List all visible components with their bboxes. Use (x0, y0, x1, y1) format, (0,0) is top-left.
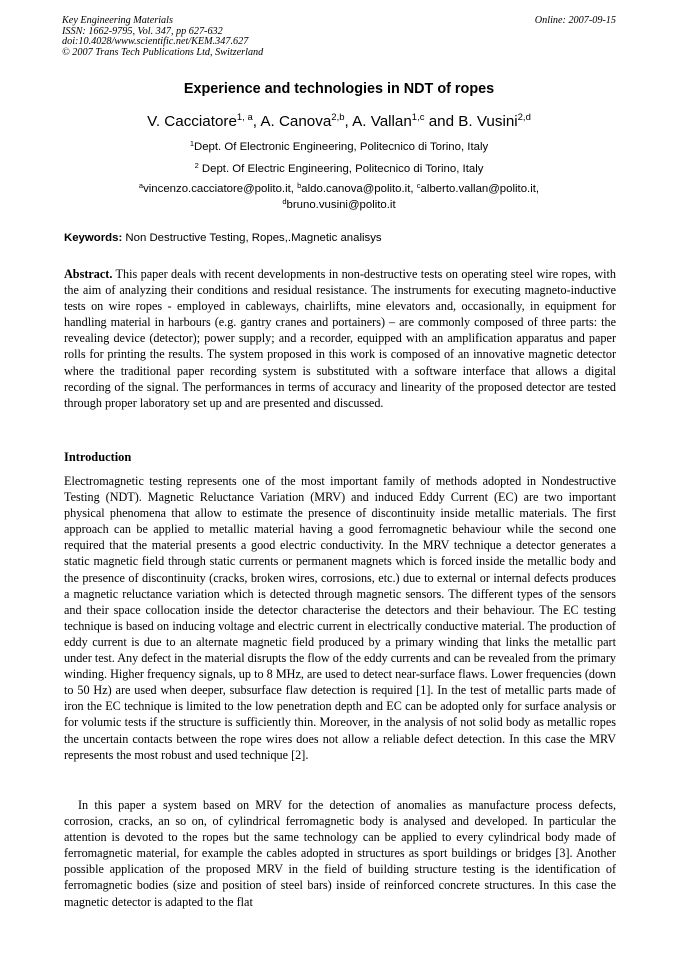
author-affiliation-mark: 2,d (517, 112, 531, 123)
author-separator: and (424, 113, 459, 130)
author-list (0, 112, 678, 130)
keywords-text: Non Destructive Testing, Ropes,.Magnetic analisys (122, 232, 382, 244)
journal-doi: doi:10.4028/www.scientific.net/KEM.347.627 (62, 36, 249, 48)
paper-title: Experience and technologies in NDT of ropes (183, 81, 495, 97)
journal-name: Key Engineering Materials (62, 15, 173, 26)
author-name: A. Canova (260, 113, 332, 130)
author-affiliation-mark: 1, a (236, 112, 253, 123)
affiliation-text: Dept. Of Electronic Engineering, Politecnico di Torino, Italy (193, 141, 489, 153)
introduction-paragraph-2: In this paper a system based on MRV for the detection of anomalies as manufacture process defects, corrosion, cracks, an so on, of cylindrical ferromagnetic body is analysed and developed. In particular the attention is devoted to the ropes but the same technology can be applied to every cylindrical body made of ferromagnetic material, for example the cables adopted in structures as sport buildings or bridges [3]. Another possible application of the proposed MRV in the field of building structure testing is the identification of ferromagnetic bodies (size and position of steel bars) inside of reinforced concrete structures. In this case the magnetic detector is adapted to the flat (64, 798, 616, 909)
journal-info (62, 16, 616, 58)
author-separator: , (252, 113, 261, 130)
affiliation-1 (0, 139, 678, 153)
abstract-text: This paper deals with recent developments in non-destructive tests on operating steel wire ropes, with the aim of analyzing their conditions and residual resistance. The instruments for executing magneto-inductive tests on wire ropes - employed in cableways, chairlifts, mine elevators and, occasionally, in equipment for handling material in harbours (e.g. gantry cranes and portainers) – are commonly composed of three parts: the revealing device (detector); power supply; and a recorder, equipped with an amplification apparatus and paper rolls for printing the results. The system proposed in this work is composed of an innovative magnetic detector where the traditional paper recording system is substituted with a software interface that allows a digital recording of the signal. The performances in terms of accuracy and linearity of the proposed detector are tested through proper laboratory set up and are presented and discussed. (64, 267, 616, 410)
author-name: B. Vusini (458, 113, 518, 130)
email-link[interactable]: vincenzo.cacciatore@polito.it (143, 183, 291, 195)
journal-header (62, 16, 616, 58)
author-separator: , (344, 113, 353, 130)
online-date: Online: 2007-09-15 (534, 15, 616, 26)
author-name: A. Vallan (352, 113, 412, 130)
affiliation-mark: 2 (194, 161, 199, 170)
email-line-2: $^d$bruno.vusini@polito.it (282, 197, 396, 211)
email-link[interactable]: alberto.vallan@polito.it (420, 183, 536, 195)
journal-issn: ISSN: 1662-9795, Vol. 347, pp 627-632 (62, 25, 223, 37)
email-link[interactable]: aldo.canova@polito.it (301, 183, 411, 195)
journal-copyright: © 2007 Trans Tech Publications Ltd, Switzerland (62, 46, 264, 58)
email-line-1: $^a$vincenzo.cacciatore@polito.it, $^b$aldo.canova@polito.it, $^c$alberto.vallan@polito.it, (138, 181, 540, 195)
author-affiliation-mark: 2,b (331, 112, 345, 123)
keywords-label: Keywords: (64, 232, 123, 244)
introduction-heading: Introduction (64, 450, 132, 464)
abstract-label: Abstract. (64, 267, 113, 281)
author-name: V. Cacciatore (147, 113, 237, 130)
author-affiliation-mark: 1,c (411, 112, 425, 123)
affiliation-text: Dept. Of Electric Engineering, Politecnico di Torino, Italy (201, 163, 484, 175)
email-link[interactable]: bruno.vusini@polito.it (286, 199, 396, 211)
keywords (64, 232, 616, 244)
introduction-paragraph-1: Electromagnetic testing represents one of the most important family of methods adopted in Nondestructive Testing (NDT). Magnetic Reluctance Variation (MRV) and induced Eddy Current (EC) are two important physical phenomena that allow to estimate the presence of discontinuity inside metallic materials. The first approach can be applied to metallic material having a good ferromagnetic behaviour while the second one required that the material presents a good electric conductivity. In the MRV technique a detector generates a static magnetic field through static currents or permanent magnets which is forced inside the metallic body and the presence of discontinuity (cracks, broken wires, corrosions, etc.) due to external or internal defects produces a magnetic reluctance variation which is detected through magnetic sensors. The different types of the sensors and their space collocation inside the detector characterise the detectors and their behaviour. The EC testing technique is based on inducing voltage and electric current in electrically conductive material. The production of eddy current is due to an alternate magnetic field produced by a primary winding that links the metallic part under test. Any defect in the material disrupts the flow of the eddy currents and can be revealed from the primary winding. Higher frequency signals, up to 8 MHz, are used to detect near-surface flaws. Lower frequencies (down to 50 Hz) are used when deeper, subsurface flaw detection is required [1]. In the test of metallic parts made of iron the EC technique is limited to the low penetration depth and EC can be adopted only for surface analysis or for volumic tests if the structure is sufficiently thin. Moreover, in the analysis of not solid body as metallic ropes the uncertain contacts between the rope wires does not allow a reliable defect detection. In this case the MRV represents the most robust and used technique [2]. (64, 474, 616, 762)
affiliation-2 (0, 161, 678, 175)
abstract (64, 266, 616, 411)
affiliation-mark: 1 (189, 139, 194, 148)
